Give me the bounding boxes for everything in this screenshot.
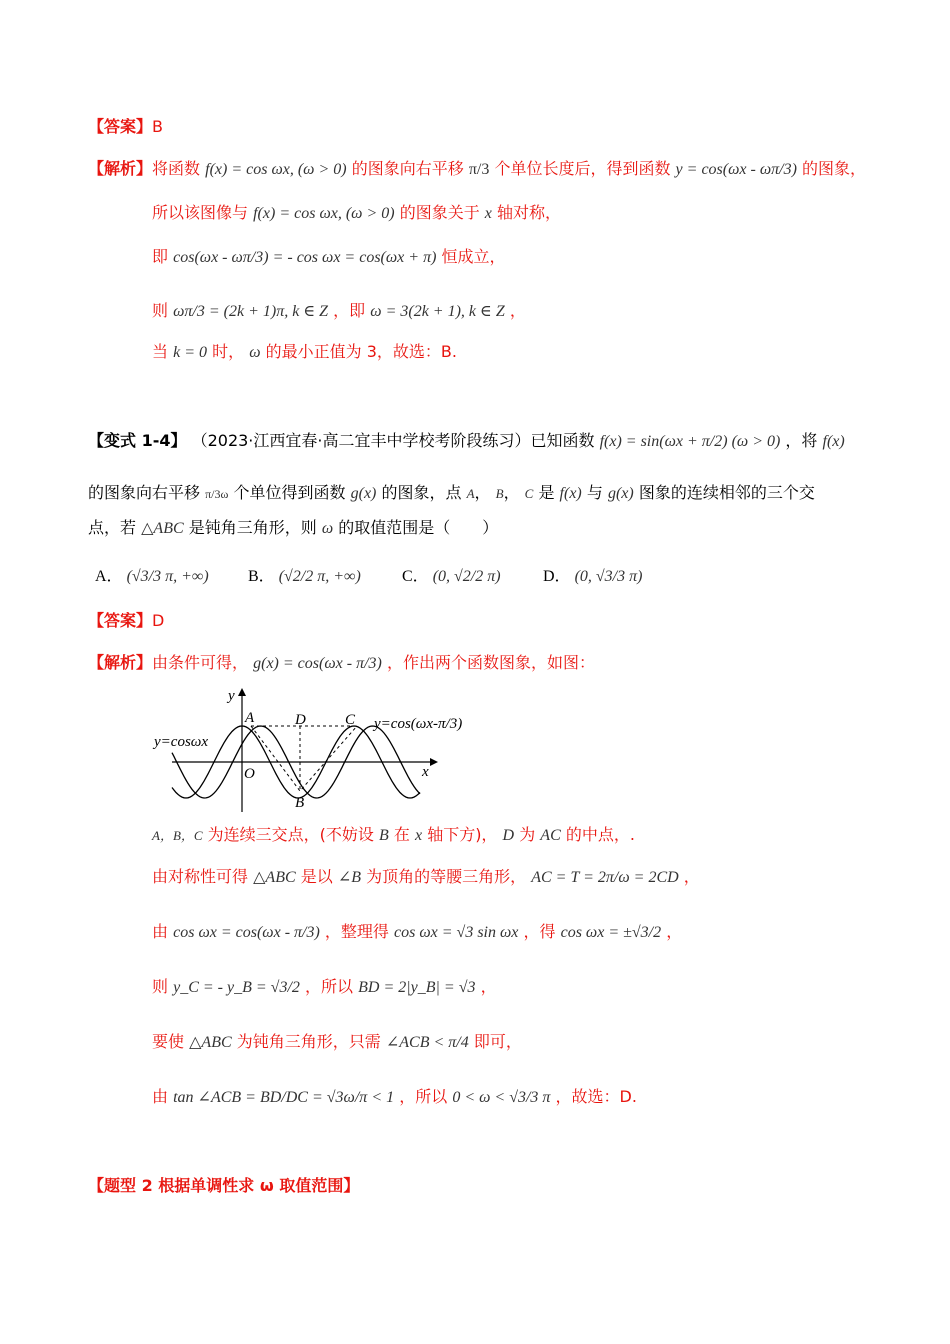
q1-analysis-line3 <box>152 246 506 269</box>
q2-math-frac: π/3ω <box>205 487 229 501</box>
q2-text: ，整理得 <box>324 922 389 941</box>
q2-text: ，得 <box>523 922 556 941</box>
q2-math-eq1: cos ωx = cos(ωx - π/3) <box>173 924 320 941</box>
q2-math-g: g(x) = cos(ωx - π/3) <box>253 655 382 672</box>
q1-math-k: k = 0 <box>173 344 208 361</box>
option-d[interactable] <box>543 563 642 586</box>
label-d: D <box>295 712 306 728</box>
q2-text: 图象的连续相邻的三个交 <box>638 483 815 502</box>
q1-answer-value: B <box>152 117 163 136</box>
q2-math-angle: ∠ACB < π/4 <box>385 1034 469 1051</box>
q1-math-f: f(x) = cos ωx, (ω > 0) <box>253 205 395 222</box>
label-a: A <box>245 710 255 726</box>
q2-text: 轴下方)， <box>427 825 498 844</box>
q2-text: 的图象向右平移 <box>88 483 201 502</box>
q1-answer-tag: 【答案】 <box>88 117 153 136</box>
q1-text: 的图象关于 <box>399 203 480 222</box>
option-a[interactable] <box>95 563 209 586</box>
q2-problem-line1 <box>88 430 845 453</box>
q1-analysis-line2 <box>152 202 561 225</box>
q2-text: 的中点，. <box>565 825 635 844</box>
q2-math-gx2: g(x) <box>607 485 634 502</box>
option-a-text: (√3/3 π, +∞) <box>126 568 209 585</box>
q2-math-triangle: △ABC <box>253 869 296 886</box>
q2-text: ，故选：D. <box>555 1087 637 1106</box>
q2-text: 是钝角三角形，则 <box>188 518 317 537</box>
q1-math-w: ω <box>249 344 261 361</box>
q1-text: 所以该图像与 <box>152 203 249 222</box>
q2-math-gx: g(x) <box>350 485 377 502</box>
q1-text: ， <box>509 301 526 320</box>
q1-analysis-line1 <box>88 158 866 181</box>
q2-answer-tag: 【答案】 <box>88 611 153 630</box>
q1-text: 将函数 <box>152 159 201 178</box>
q2-text: 为连续三交点，(不妨设 <box>207 825 374 844</box>
q2-math-eq2: cos ωx = √3 sin ωx <box>394 924 519 941</box>
q1-math-omega: ω = 3(2k + 1), k ∈ Z <box>370 303 505 320</box>
q2-math-x: x <box>414 827 423 844</box>
q2-point-b: B <box>495 486 504 501</box>
q2-math-tan: tan ∠ACB = BD/DC = √3ω/π < 1 <box>173 1089 395 1106</box>
q2-math-b: B <box>379 827 389 844</box>
q1-text: 即 <box>152 247 169 266</box>
q1-math-y: y = cos(ωx - ωπ/3) <box>675 161 797 178</box>
q2-analysis-tag: 【解析】 <box>88 653 153 672</box>
q2-text: 是以 <box>300 867 333 886</box>
q2-math-ac: AC <box>540 827 561 844</box>
label-c: C <box>345 712 356 728</box>
option-c-label: C． <box>402 568 429 585</box>
q2-source: （2023·江西宜春·高二宜丰中学校考阶段练习）已知函数 <box>191 431 595 450</box>
q2-math-f: f(x) = sin(ωx + π/2) (ω > 0) <box>599 433 781 450</box>
option-b-text: (√2/2 π, +∞) <box>278 568 361 585</box>
q1-analysis-line5 <box>152 341 457 364</box>
q2-text: ，所以 <box>305 977 354 996</box>
q2-math-d: D <box>502 827 515 844</box>
q2-text: ，作出两个函数图象，如图： <box>386 653 595 672</box>
q2-text: 则 <box>152 977 169 996</box>
option-a-label: A． <box>95 568 123 585</box>
option-c[interactable] <box>402 563 501 586</box>
q2-analysis-line4 <box>152 921 682 944</box>
q2-text: 为顶角的等腰三角形， <box>366 867 527 886</box>
q1-math-f: f(x) = cos ωx, (ω > 0) <box>205 161 347 178</box>
q2-math-fx2: f(x) <box>559 485 582 502</box>
q2-text: 要使 <box>152 1032 185 1051</box>
q2-math-yc: y_C = - y_B = √3/2 <box>173 979 300 996</box>
q1-analysis-tag: 【解析】 <box>88 159 153 178</box>
q1-text: 则 <box>152 301 169 320</box>
q2-math-eq3: cos ωx = ±√3/2 <box>560 924 662 941</box>
section-heading-type2: 【题型 2 根据单调性求 ω 取值范围】 <box>88 1176 360 1195</box>
label-y: y <box>228 688 235 704</box>
q2-answer-value: D <box>152 611 165 630</box>
option-d-text: (0, √3/3 π) <box>574 568 643 585</box>
label-curve1: y=cosωx <box>154 734 209 750</box>
q2-text: 个单位得到函数 <box>233 483 346 502</box>
q2-tag: 【变式 1-4】 <box>88 431 187 450</box>
q2-analysis-line5 <box>152 976 497 999</box>
q2-text: ， <box>480 977 497 996</box>
q1-answer-line <box>88 116 163 138</box>
q2-math-fx: f(x) <box>822 433 845 450</box>
label-x: x <box>422 764 429 780</box>
option-c-text: (0, √2/2 π) <box>432 568 501 585</box>
q2-text: 的图象，点 <box>381 483 462 502</box>
q1-text: ，即 <box>333 301 366 320</box>
q1-analysis-line4 <box>152 300 526 323</box>
cosine-graph <box>150 686 480 816</box>
option-d-label: D． <box>543 568 571 585</box>
q2-text: 由 <box>152 1087 169 1106</box>
q2-text: 由对称性可得 <box>152 867 249 886</box>
q2-problem-line3 <box>88 517 498 540</box>
q2-math-triangle: △ABC <box>141 520 184 537</box>
q2-text: 为钝角三角形，只需 <box>236 1032 381 1051</box>
option-b[interactable] <box>248 563 361 586</box>
q2-analysis-line1 <box>88 652 595 675</box>
y-axis-arrow <box>238 688 246 696</box>
q2-text: 在 <box>393 825 410 844</box>
x-axis-arrow <box>430 758 438 766</box>
q2-analysis-line6 <box>152 1031 522 1054</box>
q2-point-c: C <box>524 486 534 501</box>
q2-text: ， <box>666 922 683 941</box>
q1-text: 的最小正值为 3，故选：B. <box>265 342 457 361</box>
q2-text: 由条件可得， <box>152 653 249 672</box>
q2-text: ，将 <box>785 431 818 450</box>
q2-text: 为 <box>519 825 536 844</box>
label-b: B <box>295 795 305 811</box>
q2-text: 由 <box>152 922 169 941</box>
q2-point-a: A <box>466 486 475 501</box>
q2-analysis-line7 <box>152 1086 637 1109</box>
q1-text: 时， <box>212 342 245 361</box>
q2-text: 与 <box>586 483 603 502</box>
label-curve2: y=cos(ωx-π/3) <box>374 716 463 732</box>
q1-math-x: x <box>484 205 492 222</box>
q1-math-eq: ωπ/3 = (2k + 1)π, k ∈ Z <box>173 303 329 320</box>
q2-text: 的取值范围是（ ） <box>338 518 499 537</box>
q2-math-points: A，B，C <box>152 828 203 843</box>
q1-text: 恒成立， <box>441 247 506 266</box>
q2-text: 即可， <box>473 1032 522 1051</box>
q2-text: 点，若 <box>88 518 137 537</box>
q2-math-range: 0 < ω < √3/3 π <box>452 1089 551 1106</box>
q2-problem-line2: 的图象向右平移 π/3ω 个单位得到函数 g(x) 的图象，点 A， B， C 是 f(x) 与 g(x) 图象的连续相邻的三个交 <box>88 483 815 502</box>
q2-text: ，所以 <box>399 1087 448 1106</box>
q2-math-triangle: △ABC <box>189 1034 232 1051</box>
q1-math-identity: cos(ωx - ωπ/3) = - cos ωx = cos(ωx + π) <box>173 249 437 266</box>
q1-math-shift: π/3 <box>468 161 490 178</box>
q1-text: 当 <box>152 342 169 361</box>
q2-math-angle-b: ∠B <box>337 869 362 886</box>
q1-text: 个单位长度后，得到函数 <box>494 159 671 178</box>
q2-analysis-line2 <box>152 824 635 847</box>
q2-math-w: ω <box>321 520 334 537</box>
q2-text: 是 <box>538 483 555 502</box>
q1-text: 的图象向右平移 <box>351 159 464 178</box>
q2-analysis-line3 <box>152 866 700 889</box>
q2-text: ， <box>683 867 700 886</box>
q2-answer-line <box>88 610 164 632</box>
q2-math-bd: BD = 2|y_B| = √3 <box>358 979 476 996</box>
label-o: O <box>244 766 255 782</box>
q1-text: 的图象， <box>802 159 867 178</box>
option-b-label: B． <box>248 568 275 585</box>
q1-text: 轴对称， <box>497 203 562 222</box>
q2-math-period: AC = T = 2π/ω = 2CD <box>531 869 679 886</box>
